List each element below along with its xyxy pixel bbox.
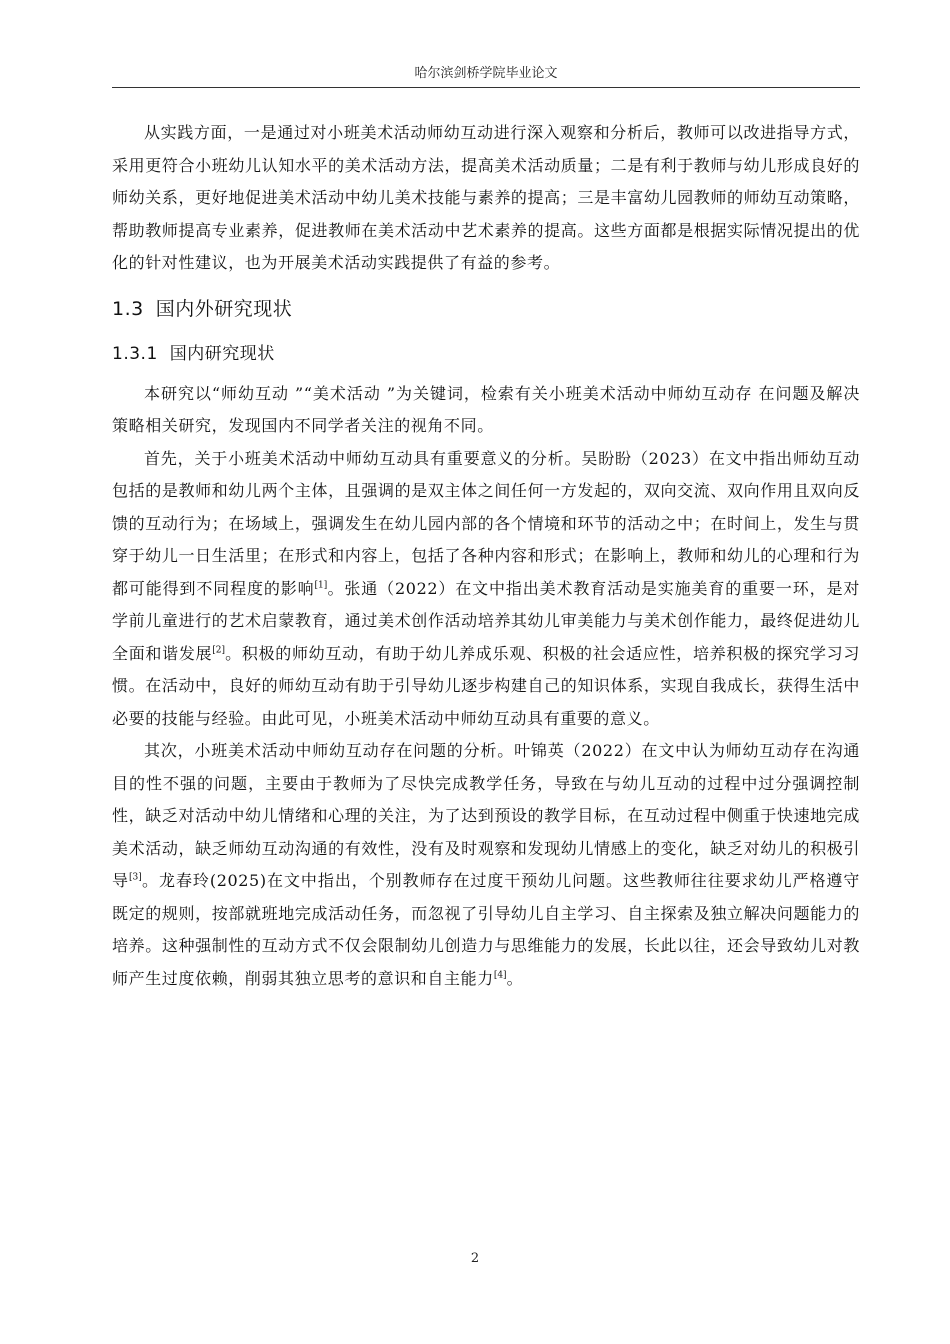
paragraph-text: 首先，关于小班美术活动中师幼互动具有重要意义的分析。吴盼盼（2023）在文中指出师幼互动包括的是教师和幼儿两个主体，且强调的是双主体之间任何一方发起的，双向交流、双向作用且双向反馈的互动行为；在场域上，强调发生在幼儿园内部的各个情境和环节的活动之中；在时间上，发生与贯穿于幼儿一日生活里；在形式和内容上，包括了各种内容和形式；在影响上，教师和幼儿的心理和行为都可能得到不同程度的影响 (112, 448, 860, 598)
paragraph-text: 。积极的师幼互动，有助于幼儿养成乐观、积极的社会适应性，培养积极的探究学习习惯。在活动中，良好的师幼互动有助于引导幼儿逐步构建自己的知识体系，实现自我成长，获得生活中必要的技能与经验。由此可见，小班美术活动中师幼互动具有重要的意义。 (112, 643, 860, 728)
subsection-title: 国内研究现状 (169, 343, 275, 364)
section-heading (112, 288, 860, 330)
citation-marker: [3] (128, 872, 142, 883)
paragraph-keywords: 本研究以“师幼互动 ”“美术活动 ”为关键词，检索有关小班美术活动中师幼互动存 在问题及解决策略相关研究，发现国内不同学者关注的视角不同。 (112, 383, 860, 435)
paragraph-problems (112, 735, 860, 995)
section-title: 国内外研究现状 (155, 297, 293, 320)
running-header: 哈尔滨剑桥学院毕业论文 (414, 66, 558, 81)
citation-marker: [1] (314, 580, 328, 591)
page-number: 2 (470, 1251, 480, 1266)
header-divider (112, 87, 860, 88)
paragraph-text: 。 (506, 968, 524, 988)
subsection-heading (112, 334, 860, 374)
paragraph-text: 。张通（2022）在文中指出美术教育活动是实施美育的重要一环，是对学前儿童进行的艺术启蒙教育，通过美术创作活动培养其幼儿审美能力与美术创作能力，最终促进幼儿全面和谐发展 (112, 578, 860, 663)
paragraph-significance (112, 443, 860, 736)
document-body (112, 117, 860, 995)
intro-paragraph: 从实践方面，一是通过对小班美术活动师幼互动进行深入观察和分析后，教师可以改进指导方式，采用更符合小班幼儿认知水平的美术活动方法，提高美术活动质量；二是有利于教师与幼儿形成良好的师幼关系，更好地促进美术活动中幼儿美术技能与素养的提高；三是丰富幼儿园教师的师幼互动策略，帮助教师提高专业素养，促进教师在美术活动中艺术素养的提高。这些方面都是根据实际情况提出的优化的针对性建议，也为开展美术活动实践提供了有益的参考。 (112, 123, 860, 272)
paragraph-text: 。龙春玲(2025)在文中指出，个别教师存在过度干预幼儿问题。这些教师往往要求幼儿严格遵守既定的规则，按部就班地完成活动任务，而忽视了引导幼儿自主学习、自主探索及独立解决问题能力的培养。这种强制性的互动方式不仅会限制幼儿创造力与思维能力的发展，长此以往，还会导致幼儿对教师产生过度依赖，削弱其独立思考的意识和自主能力 (112, 871, 860, 988)
paragraph-text: 其次，小班美术活动中师幼互动存在问题的分析。叶锦英（2022）在文中认为师幼互动存在沟通目的性不强的问题，主要由于教师为了尽快完成教学任务，导致在与幼儿互动的过程中过分强调控制性，缺乏对活动中幼儿情绪和心理的关注，为了达到预设的教学目标，在互动过程中侧重于快速地完成美术活动，缺乏师幼互动沟通的有效性，没有及时观察和发现幼儿情感上的变化，缺乏对幼儿的积极引导 (112, 741, 860, 890)
section-number: 1.3 (112, 297, 144, 320)
citation-marker: [2] (212, 645, 226, 656)
citation-marker: [4] (493, 970, 507, 981)
subsection-number: 1.3.1 (112, 343, 158, 364)
